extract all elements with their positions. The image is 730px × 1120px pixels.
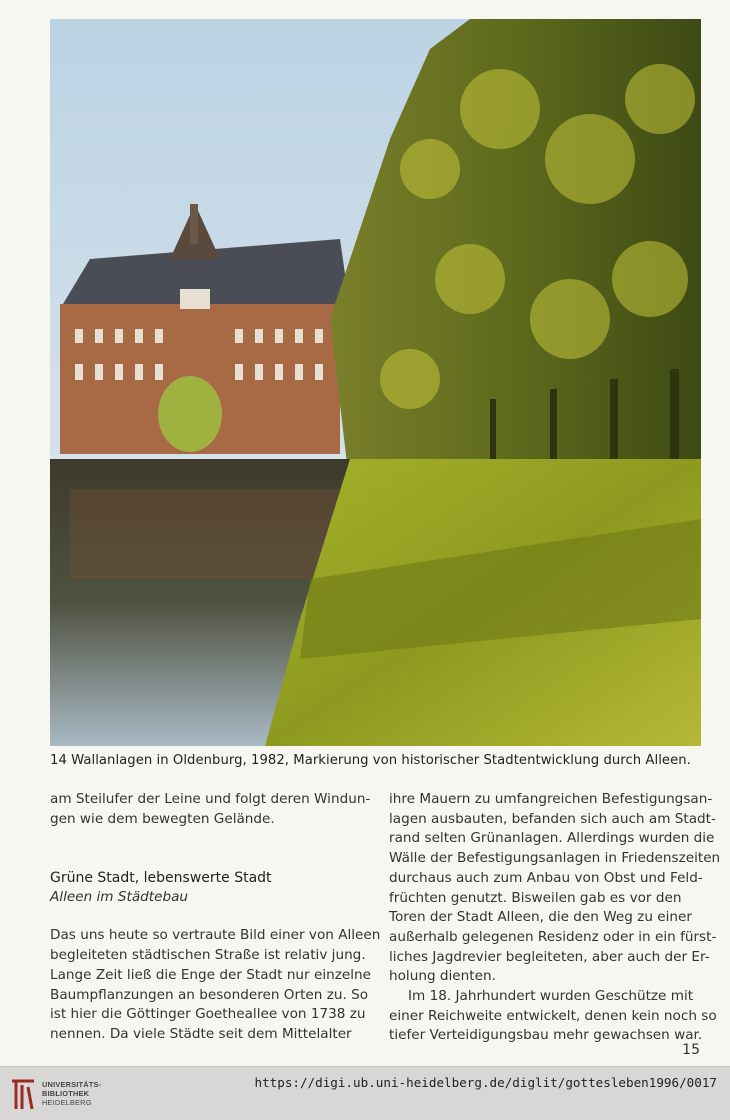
text-line: ist hier die Göttinger Goetheallee von 1738 zu [50,1006,366,1023]
text-line: Wälle der Befestigungsanlagen in Friedenszeiten [389,850,721,867]
photo-illustration [50,19,701,746]
text-line: liches Jagdrevier begleiteten, aber auch der Er- [389,948,710,965]
text-line: begleiteten städtischen Straße ist relativ jung. [50,947,366,964]
logo-line: HEIDELBERG [42,1098,92,1107]
text-line: durchaus auch zum Anbau von Obst und Feld- [389,869,703,886]
library-logo-text [42,1080,101,1107]
figure-caption: 14 Wallanlagen in Oldenburg, 1982, Markierung von historischer Stadtentwicklung durch Alleen. [50,753,691,768]
text-line: rand selten Grünanlagen. Allerdings wurden die [389,830,715,847]
left-column [50,790,381,1045]
text-line: früchten genutzt. Bisweilen gab es vor den [389,889,682,906]
text-line: Toren der Stadt Alleen, die den Weg zu einer [389,909,692,926]
text-line: außerhalb gelegenen Residenz oder in ein fürst- [389,928,717,945]
text-line: holung dienten. [389,968,496,985]
university-library-logo-icon [8,1075,38,1113]
text-line: Baumpflanzungen an besonderen Orten zu. So [50,986,369,1003]
text-line: Lange Zeit ließ die Enge der Stadt nur einzelne [50,966,371,983]
figure-photo [50,19,701,746]
text-line: ihre Mauern zu umfangreichen Befestigungsan- [389,791,713,807]
text-line: nennen. Da viele Städte seit dem Mittelalter [50,1025,352,1042]
section-heading: Grüne Stadt, lebenswerte Stadt [50,870,272,887]
viewer-footer [0,1066,730,1120]
text-line: Das uns heute so vertraute Bild einer von Alleen [50,927,381,944]
text-line: gen wie dem bewegten Gelände. [50,810,275,827]
page-number: 15 [682,1042,700,1058]
logo-line: UNIVERSITÄTS- [42,1080,102,1089]
right-column [389,790,721,1046]
text-line: einer Reichweite entwickelt, denen kein noch so [389,1007,717,1024]
permalink-url[interactable]: https://digi.ub.uni-heidelberg.de/diglit/gottesleben1996/0017 [254,1075,717,1090]
text-line: am Steilufer der Leine und folgt deren Windun- [50,791,371,807]
section-subheading: Alleen im Städtebau [50,889,189,906]
text-line: Im 18. Jahrhundert wurden Geschütze mit [408,988,694,1005]
text-line: lagen ausbauten, befanden sich auch am Stadt- [389,810,716,827]
logo-line: BIBLIOTHEK [42,1089,90,1098]
text-line: tiefer Verteidigungsbau mehr gewachsen war. [389,1027,703,1044]
